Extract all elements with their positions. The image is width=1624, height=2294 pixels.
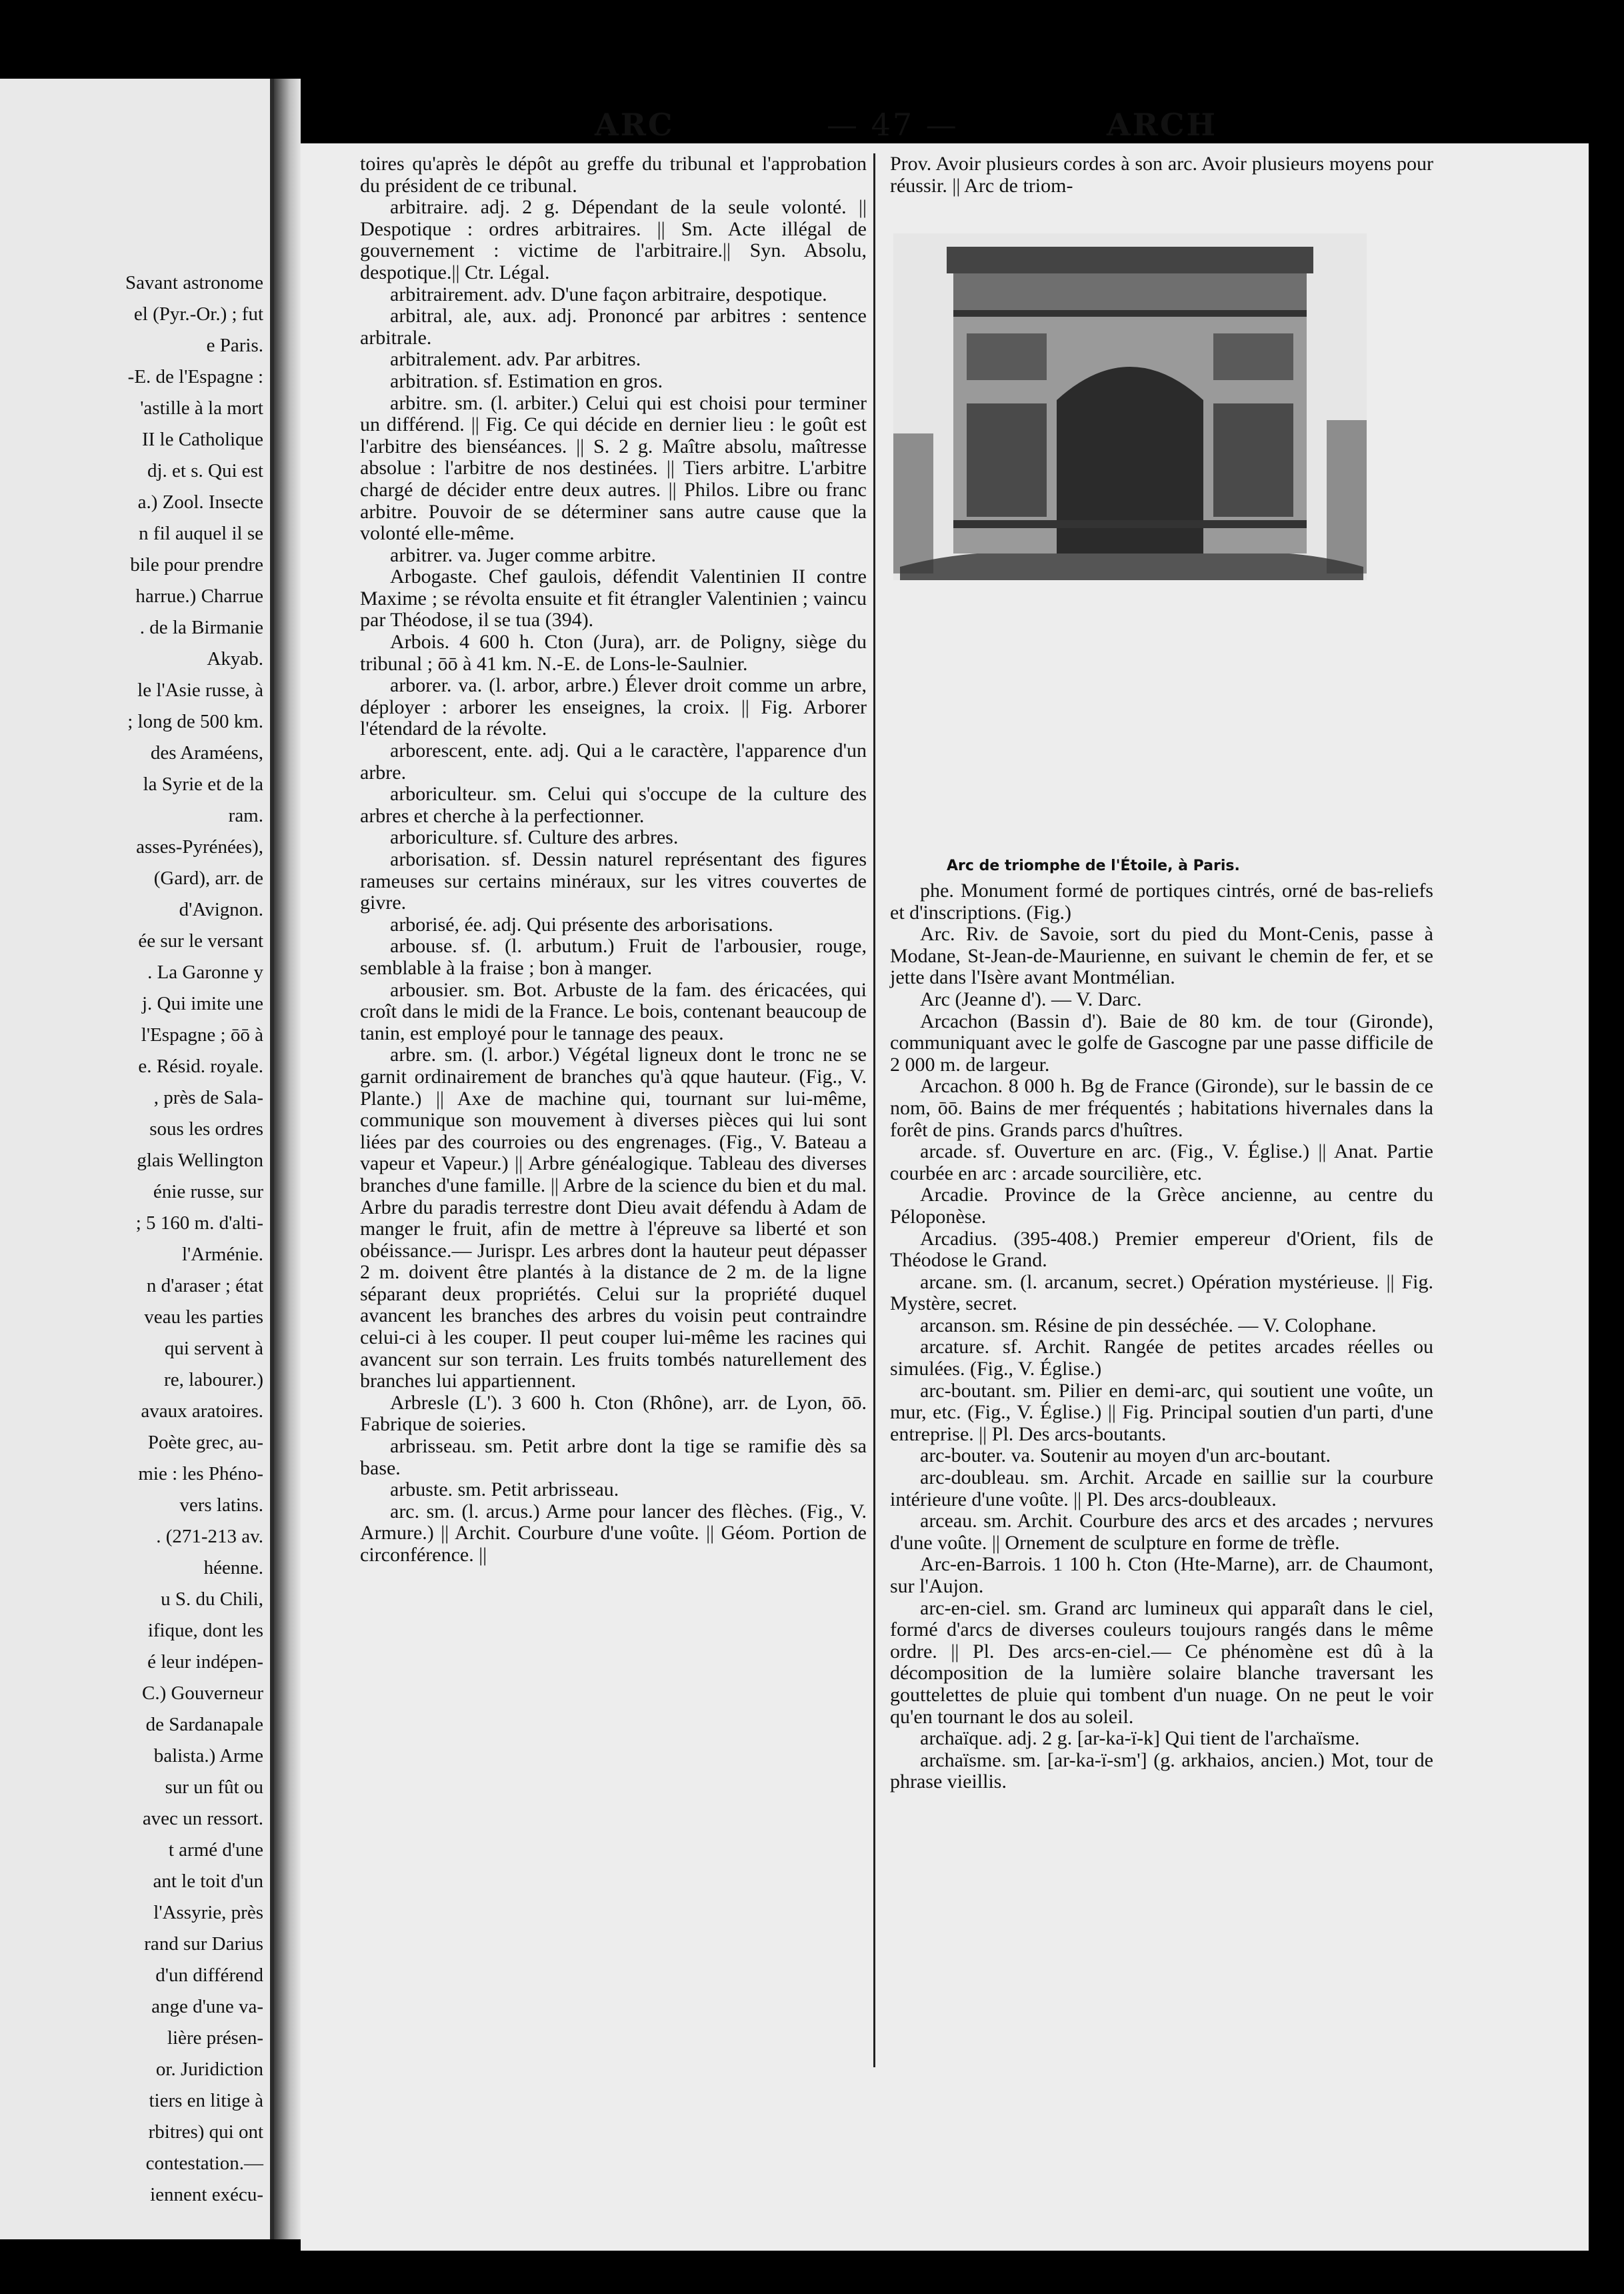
left-page-line: C.) Gouverneur	[141, 1682, 263, 1704]
left-page-line: Poète grec, au-	[147, 1432, 263, 1453]
dictionary-entry: Arc (Jeanne d'). — V. Darc.	[920, 988, 1142, 1010]
dictionary-entry: arbre. sm. (l. arbor.) Végétal ligneux dont le tronc ne se garnit ordinairement de branches qu'à qque hauteur. (Fig., V. Plante.) || Axe de machine qui, tournant sur lui-même, communique son mouvement à diverses pièces qui lui sont liées par des courroies ou des engrenages. (Fig., V. Bateau a vapeur et Vapeur.) || Arbre généalogique. Tableau des diverses branches d'une famille. || Arbre de la science du bien et du mal. Arbre du paradis terrestre dont Dieu avait défendu à Adam de manger le fruit, afin de mettre à l'épreuve sa liberté et son obéissance.— Jurispr. Les arbres dont la hauteur peut dépasser 2 m. doivent être plantés à la distance de 2 m. de la ligne séparant deux propriétés. Celui sur la propriété duquel avancent les branches des arbres du voisin peut contraindre celui-ci à les couper. Il peut couper lui-même les racines qui avancent sur son terrain. Les fruits tombés naturellement des branches lui appartiennent.	[360, 1044, 867, 1392]
dictionary-entry: arbitration. sf. Estimation en gros.	[390, 369, 663, 392]
column-right-top	[890, 153, 1433, 197]
left-page-line: ant le toit d'un	[153, 1871, 263, 1892]
arc-de-triomphe-illustration	[893, 233, 1367, 580]
left-page-line: tiers en litige à	[149, 2090, 263, 2111]
dictionary-entry: Arcadius. (395-408.) Premier empereur d'Orient, fils de Théodose le Grand.	[890, 1227, 1433, 1272]
left-page-line: ifique, dont les	[147, 1620, 263, 1641]
left-page-line: a.) Zool. Insecte	[137, 491, 263, 513]
left-page-line: u S. du Chili,	[161, 1588, 263, 1610]
left-page-line: glais Wellington	[137, 1150, 263, 1171]
dictionary-entry: arbitral, ale, aux. adj. Prononcé par arbitres : sentence arbitrale.	[360, 305, 867, 349]
left-page-line: . de la Birmanie	[139, 617, 263, 638]
running-head-right: ARCH	[1107, 107, 1217, 143]
dictionary-entry: arborisé, ée. adj. Qui présente des arborisations.	[390, 913, 773, 936]
figure-caption: Arc de triomphe de l'Étoile, à Paris.	[947, 858, 1240, 874]
dictionary-entry: arbitralement. adv. Par arbitres.	[390, 348, 641, 371]
left-page-line: . (271-213 av.	[156, 1526, 263, 1547]
dictionary-entry: arc. sm. (l. arcus.) Arme pour lancer des flèches. (Fig., V. Armure.) || Archit. Courbure d'une voûte. || Géom. Portion de circonférence. ||	[360, 1500, 867, 1566]
book-gutter	[274, 79, 301, 2239]
left-page-line: ram.	[228, 805, 263, 826]
dictionary-entry: arboriculture. sf. Culture des arbres.	[390, 826, 679, 849]
dictionary-entry: arbouse. sf. (l. arbutum.) Fruit de l'arbousier, rouge, semblable à la fraise ; bon à manger.	[360, 935, 867, 979]
left-page-line: el (Pyr.-Or.) ; fut	[133, 303, 263, 325]
left-page-line: l'Arménie.	[182, 1244, 263, 1265]
left-page-line: avaux aratoires.	[141, 1400, 263, 1422]
dictionary-entry: arc-doubleau. sm. Archit. Arcade en saillie sur la courbure intérieure d'une voûte. || Pl. Des arcs-doubleaux.	[890, 1466, 1433, 1510]
dictionary-entry: arbrisseau. sm. Petit arbre dont la tige se ramifie dès sa base.	[360, 1435, 867, 1479]
left-page-line: . La Garonne y	[147, 962, 263, 983]
dictionary-entry: arceau. sm. Archit. Courbure des arcs et des arcades ; nervures d'une voûte. || Ornement de sculpture en forme de trèfle.	[890, 1510, 1433, 1554]
left-page-line: re, labourer.)	[164, 1369, 263, 1390]
dictionary-entry: arboriculteur. sm. Celui qui s'occupe de la culture des arbres et cherche à la perfectionner.	[360, 783, 867, 827]
left-page-line: des Araméens,	[150, 742, 263, 764]
left-page-line: asses-Pyrénées),	[136, 836, 263, 858]
left-page-line: iennent exécu-	[150, 2184, 263, 2205]
left-page-line: e Paris.	[206, 335, 263, 356]
dictionary-entry: arcade. sf. Ouverture en arc. (Fig., V. Église.) || Anat. Partie courbée en arc : arcade sourcilière, etc.	[890, 1140, 1433, 1184]
column-left	[360, 153, 867, 1566]
left-page-line: lière présen-	[167, 2027, 263, 2049]
left-page-line: l'Espagne ; ōō à	[141, 1024, 263, 1046]
dictionary-entry: arbousier. sm. Bot. Arbuste de la fam. des éricacées, qui croît dans le midi de la France. Le bois, contenant beaucoup de tanin, est employé pour le tannage des peaux.	[360, 978, 867, 1044]
left-page-line: rbitres) qui ont	[148, 2121, 263, 2143]
left-page-line: n d'araser ; état	[146, 1275, 263, 1296]
left-page-line: contestation.—	[145, 2153, 263, 2174]
dictionary-entry: arc-bouter. va. Soutenir au moyen d'un arc-boutant.	[920, 1444, 1331, 1467]
dictionary-entry: arc-boutant. sm. Pilier en demi-arc, qui soutient une voûte, un mur, etc. (Fig., V. Église.) || Fig. Principal soutien d'un parti, d'une entreprise. || Pl. Des arcs-boutants.	[890, 1379, 1433, 1445]
left-page-line: ée sur le versant	[138, 930, 263, 952]
dictionary-entry: toires qu'après le dépôt au greffe du tribunal et l'approbation du président de ce tribunal.	[360, 153, 867, 197]
left-page-line: dj. et s. Qui est	[147, 460, 263, 481]
left-page-line: 'astille à la mort	[140, 397, 263, 419]
left-page-line: Akyab.	[207, 648, 263, 670]
dictionary-entry: Arc-en-Barrois. 1 100 h. Cton (Hte-Marne), arr. de Chaumont, sur l'Aujon.	[890, 1553, 1433, 1597]
left-page-line: sous les ordres	[149, 1118, 263, 1140]
left-page-line: ; long de 500 km.	[127, 711, 263, 732]
dictionary-entry: arcanson. sm. Résine de pin desséchée. — V. Colophane.	[920, 1314, 1377, 1336]
left-page-line: l'Assyrie, près	[153, 1902, 263, 1923]
dictionary-entry: phe. Monument formé de portiques cintrés, orné de bas-reliefs et d'inscriptions. (Fig.)	[890, 880, 1433, 924]
dictionary-entry: arborescent, ente. adj. Qui a le caractère, l'apparence d'un arbre.	[360, 740, 867, 784]
left-page-line: d'un différend	[155, 1965, 263, 1986]
left-page-line: e. Résid. royale.	[138, 1056, 263, 1077]
left-page-line: harrue.) Charrue	[135, 586, 263, 607]
left-page-line: ange d'une va-	[151, 1996, 263, 2017]
left-page-line: -E. de l'Espagne :	[127, 366, 263, 387]
entry-continuation: Prov. Avoir plusieurs cordes à son arc. Avoir plusieurs moyens pour réussir. || Arc de triom-	[890, 153, 1433, 197]
left-page-line: sur un fût ou	[165, 1777, 263, 1798]
left-page-line: II le Catholique	[141, 429, 263, 450]
left-page-line: héenne.	[203, 1557, 263, 1578]
left-page-line: Savant astronome	[125, 272, 263, 293]
left-page-line: ; 5 160 m. d'alti-	[135, 1212, 263, 1234]
dictionary-entry: Arbogaste. Chef gaulois, défendit Valentinien II contre Maxime ; se révolta ensuite et fit étrangler Valentinien ; vaincu par Théodose, il se tua (394).	[360, 565, 867, 632]
left-page-line: é leur indépen-	[147, 1651, 263, 1672]
dictionary-entry: arborer. va. (l. arbor, arbre.) Élever droit comme un arbre, déployer : arborer les enseignes, la croix. || Fig. Arborer l'étendard de la révolte.	[360, 674, 867, 740]
left-page-line: n fil auquel il se	[139, 523, 263, 544]
dictionary-entry: arborisation. sf. Dessin naturel représentant des figures rameuses sur certains minéraux, sur les vitres couvertes de givre.	[360, 848, 867, 914]
dictionary-entry: Arcachon (Bassin d'). Baie de 80 km. de tour (Gironde), communiquant avec le golfe de Gascogne par une passe difficile de 2 000 m. de largeur.	[890, 1010, 1433, 1076]
left-page-line: t armé d'une	[168, 1839, 263, 1861]
dictionary-entry: Arc. Riv. de Savoie, sort du pied du Mont-Cenis, passe à Modane, St-Jean-de-Maurienne, en suivant le chemin de fer, et se jette dans l'Isère avant Montmélian.	[890, 923, 1433, 989]
dictionary-entry: Arbresle (L'). 3 600 h. Cton (Rhône), arr. de Lyon, ōō. Fabrique de soieries.	[360, 1391, 867, 1436]
left-page-line: la Syrie et de la	[143, 774, 263, 795]
left-page-line: mie : les Phéno-	[138, 1463, 263, 1484]
page-number: — 47 —	[827, 107, 959, 143]
dictionary-entry: Arcadie. Province de la Grèce ancienne, au centre du Péloponèse.	[890, 1184, 1433, 1228]
column-right	[890, 880, 1433, 1793]
left-page-line: , près de Sala-	[153, 1087, 263, 1108]
dictionary-entry: Arcachon. 8 000 h. Bg de France (Gironde), sur le bassin de ce nom, ōō. Bains de mer fréquentés ; habitations hivernales dans la forêt de pins. Grands parcs d'huîtres.	[890, 1075, 1433, 1141]
left-page-line: (Gard), arr. de	[153, 868, 263, 889]
left-page-line: énie russe, sur	[153, 1181, 263, 1202]
dictionary-entry: archaïsme. sm. [ar-ka-ï-sm'] (g. arkhaios, ancien.) Mot, tour de phrase vieillis.	[890, 1749, 1433, 1793]
dictionary-entry: arbitraire. adj. 2 g. Dépendant de la seule volonté. || Despotique : ordres arbitraires. || Sm. Acte illégal de gouvernement : victime de l'arbitraire.|| Syn. Absolu, despotique.|| Ctr. Légal.	[360, 196, 867, 283]
left-page-line: d'Avignon.	[179, 899, 263, 920]
left-page-line: or. Juridiction	[155, 2059, 263, 2080]
dictionary-entry: arc-en-ciel. sm. Grand arc lumineux qui apparaît dans le ciel, formé d'arcs de diverses couleurs toujours rangés dans le même ordre. || Pl. Des arcs-en-ciel.— Ce phénomène est dû à la décomposition de la lumière solaire blanche traversant les gouttelettes de pluie qui tombent d'un nuage. On ne peut le voir qu'en tournant le dos au soleil.	[890, 1596, 1433, 1728]
left-page-line: avec un ressort.	[142, 1808, 263, 1829]
dictionary-entry: archaïque. adj. 2 g. [ar-ka-ï-k] Qui tient de l'archaïsme.	[920, 1727, 1360, 1750]
left-page-line: qui servent à	[164, 1338, 263, 1359]
left-page-line: veau les parties	[144, 1306, 263, 1328]
left-page-line: vers latins.	[179, 1494, 263, 1516]
dictionary-entry: Arbois. 4 600 h. Cton (Jura), arr. de Poligny, siège du tribunal ; ōō à 41 km. N.-E. de Lons-le-Saulnier.	[360, 631, 867, 675]
left-page-line: rand sur Darius	[144, 1933, 263, 1955]
left-page-line: le l'Asie russe, à	[137, 680, 263, 701]
left-page-fragment	[0, 79, 274, 2239]
left-page-line: bile pour prendre	[130, 554, 263, 576]
running-head-left: ARC	[595, 107, 675, 143]
dictionary-entry: arbitre. sm. (l. arbiter.) Celui qui est choisi pour terminer un différend. || Fig. Ce qui décide en dernier lieu : le goût est l'arbitre des bienséances. || S. 2 g. Maître absolu, maîtresse absolue : l'arbitre de nos destinées. || Tiers arbitre. L'arbitre chargé de décider entre deux autres. || Philos. Libre ou franc arbitre. Pouvoir de se déterminer sans autre cause que la volonté elle-même.	[360, 391, 867, 545]
dictionary-entry: arbuste. sm. Petit arbrisseau.	[390, 1478, 619, 1501]
left-page-line: balista.) Arme	[153, 1745, 263, 1767]
dictionary-entry: arbitrairement. adv. D'une façon arbitraire, despotique.	[390, 283, 827, 305]
column-rule	[873, 153, 875, 2067]
left-page-line: de Sardanapale	[145, 1714, 263, 1735]
dictionary-entry: arbitrer. va. Juger comme arbitre.	[390, 543, 656, 566]
dictionary-entry: arcature. sf. Archit. Rangée de petites arcades réelles ou simulées. (Fig., V. Église.)	[890, 1336, 1433, 1380]
dictionary-entry: arcane. sm. (l. arcanum, secret.) Opération mystérieuse. || Fig. Mystère, secret.	[890, 1270, 1433, 1315]
left-page-line: j. Qui imite une	[141, 993, 263, 1014]
